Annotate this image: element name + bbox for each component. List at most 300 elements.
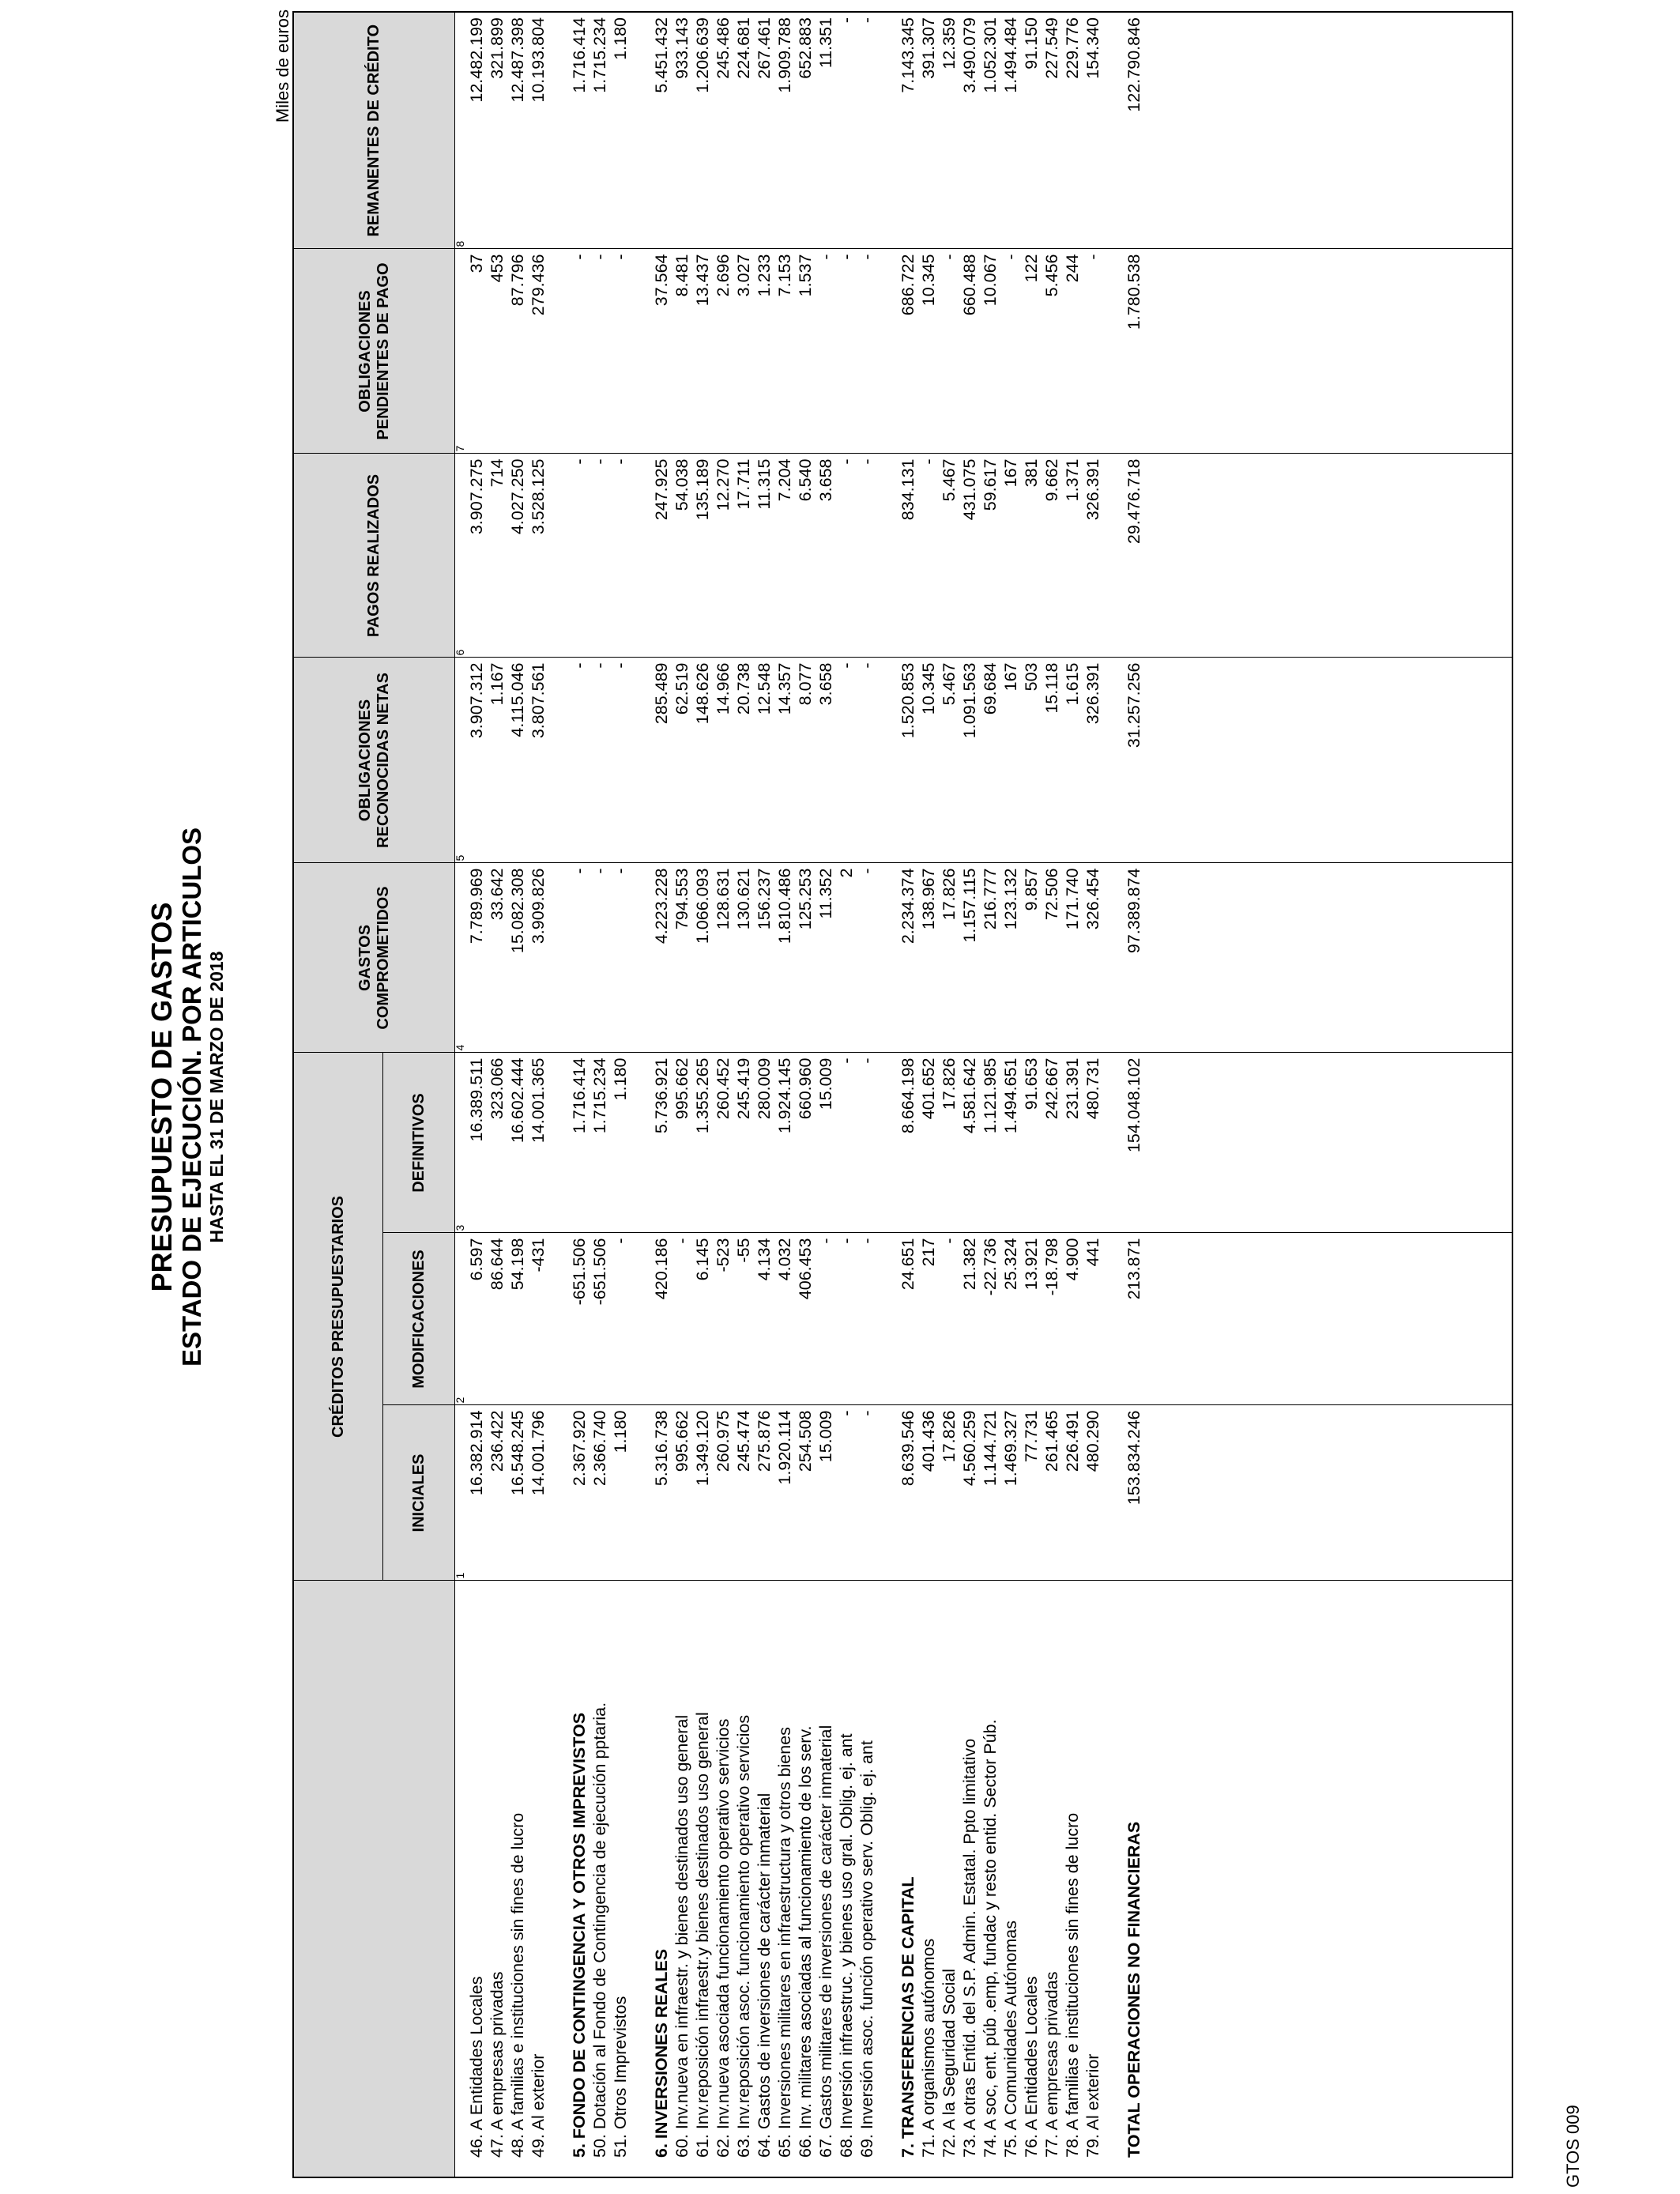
cell-value: 16.602.444 — [508, 1057, 527, 1144]
cell-value: - — [611, 868, 630, 874]
row-label: 60. Inv.nueva en infraestr. y bienes destinados uso general — [672, 1714, 691, 2158]
cell-value: 1.180 — [611, 17, 630, 60]
cell-value: 453 — [488, 254, 507, 283]
cell-value: 216.777 — [981, 868, 1000, 930]
cell-value: 135.189 — [693, 458, 712, 521]
cell-value: - — [940, 1238, 959, 1244]
cell-value: 3.528.125 — [529, 458, 548, 535]
cell-value: 1.920.114 — [775, 1410, 794, 1485]
row-label: 5. FONDO DE CONTINGENCIA Y OTROS IMPREVISTOS — [570, 1712, 589, 2158]
row-label: 49. Al exterior — [529, 2053, 548, 2158]
cell-value: -651.506 — [590, 1238, 609, 1306]
cell-value: 1.355.265 — [693, 1057, 712, 1134]
cell-value: 406.453 — [796, 1238, 815, 1300]
cell-value: 244 — [1063, 254, 1082, 283]
cell-value — [548, 459, 569, 653]
obligaciones-pendientes-header: OBLIGACIONES PENDIENTES DE PAGO — [293, 249, 455, 454]
cell-value: 130.621 — [734, 868, 753, 930]
cell-value: 97.389.874 — [1124, 868, 1143, 954]
unit-note: Miles de euros — [273, 9, 292, 123]
cell-value: 37.564 — [652, 254, 671, 307]
cell-value: 1.233 — [755, 254, 774, 297]
cell-value: 13.437 — [693, 254, 712, 307]
cell-value: 17.826 — [940, 1410, 959, 1463]
cell-value: 3.807.561 — [529, 662, 548, 739]
cell-value: - — [611, 1238, 630, 1244]
cell-value: 4.900 — [1063, 1238, 1082, 1281]
cell-value: - — [857, 1057, 876, 1064]
cell-value: - — [919, 458, 938, 465]
cell-value: 391.307 — [919, 17, 938, 79]
cell-value: -22.736 — [981, 1238, 1000, 1296]
cell-value: 8.481 — [672, 254, 691, 297]
cell-value — [548, 1058, 569, 1228]
cell-value: 267.461 — [755, 17, 774, 79]
cell-value: 4.027.250 — [508, 458, 527, 535]
cell-value: 20.738 — [734, 662, 753, 715]
gastos-comprometidos-header: GASTOS COMPROMETIDOS — [293, 863, 455, 1053]
cell-value — [877, 1238, 898, 1400]
cell-value: 1.520.853 — [898, 662, 917, 739]
cell-value: -651.506 — [570, 1238, 589, 1306]
cell-value: 138.967 — [919, 868, 938, 930]
cell-value: 156.237 — [755, 868, 774, 930]
cell-value: 14.357 — [775, 662, 794, 715]
cell-value: - — [1001, 254, 1020, 260]
cell-value: 321.899 — [488, 17, 507, 79]
cell-value: 3.658 — [816, 662, 835, 706]
cell-value: - — [940, 254, 959, 260]
cell-value: 167 — [1001, 458, 1020, 488]
cell-value — [1103, 254, 1124, 449]
cell-value: 8.077 — [796, 662, 815, 706]
cell-value — [631, 1058, 651, 1228]
cell-value — [631, 869, 651, 1048]
cell-value: 4.032 — [775, 1238, 794, 1281]
cell-value: 236.422 — [488, 1410, 507, 1472]
cell-value: 4.115.046 — [508, 662, 527, 737]
cell-value: 3.027 — [734, 254, 753, 297]
cell-value: 431.075 — [960, 458, 979, 521]
cell-value: 16.382.914 — [467, 1410, 486, 1496]
cell-value: 3.490.079 — [960, 17, 979, 93]
cell-value — [1103, 1238, 1124, 1400]
cell-value: 125.253 — [796, 868, 815, 930]
row-label: 76. A Entidades Locales — [1022, 1976, 1041, 2158]
cell-value: - — [570, 868, 589, 874]
iniciales-header: INICIALES — [383, 1405, 455, 1581]
cell-value: - — [611, 254, 630, 260]
cell-value: 6.540 — [796, 458, 815, 502]
cell-value: 6.597 — [467, 1238, 486, 1281]
cell-value: 91.150 — [1022, 17, 1041, 70]
cell-value: 8.639.546 — [898, 1410, 917, 1487]
definitivos-column — [455, 1053, 1513, 1233]
concept-column — [455, 1581, 1513, 2177]
cell-value: 148.626 — [693, 662, 712, 725]
cell-value: 933.143 — [672, 17, 691, 79]
cell-value: 245.486 — [714, 17, 733, 79]
cell-value: 10.345 — [919, 254, 938, 307]
cell-value: 231.391 — [1063, 1057, 1082, 1120]
cell-value: 1.469.327 — [1001, 1410, 1020, 1487]
cell-value — [1103, 663, 1124, 858]
cell-value: 1.715.234 — [590, 1057, 609, 1134]
row-label: 6. INVERSIONES REALES — [652, 1948, 671, 2158]
cell-value: - — [837, 17, 856, 24]
cell-value — [631, 1411, 651, 1576]
cell-value: 1.180 — [611, 1410, 630, 1453]
cell-value — [1103, 17, 1124, 244]
cell-value: 3.907.275 — [467, 458, 486, 535]
cell-value: 16.548.245 — [508, 1410, 527, 1496]
cell-value: 167 — [1001, 662, 1020, 692]
row-label: 67. Gastos militares de inversiones de carácter inmaterial — [816, 1725, 835, 2158]
cell-value: 1.537 — [796, 254, 815, 297]
cell-value: 153.834.246 — [1124, 1410, 1143, 1506]
cell-value: 326.391 — [1083, 662, 1102, 725]
cell-value: 1.715.234 — [590, 17, 609, 93]
obligaciones-reconocidas-header: OBLIGACIONES RECONOCIDAS NETAS — [293, 658, 455, 863]
cell-value: 5.736.921 — [652, 1057, 671, 1134]
cell-value: 13.921 — [1022, 1238, 1041, 1291]
cell-value: 227.549 — [1042, 17, 1061, 79]
cell-value: 1.716.414 — [570, 1057, 589, 1134]
row-label: TOTAL OPERACIONES NO FINANCIERAS — [1124, 1821, 1143, 2158]
cell-value: 62.519 — [672, 662, 691, 715]
cell-value — [877, 17, 898, 244]
footer-code: GTOS 009 — [1563, 2105, 1583, 2188]
cell-value — [548, 1238, 569, 1400]
cell-value: 5.451.432 — [652, 17, 671, 93]
cell-value: 1.052.301 — [981, 17, 1000, 93]
cell-value: 77.731 — [1022, 1410, 1041, 1463]
cell-value: 1.716.414 — [570, 17, 589, 93]
cell-value — [548, 869, 569, 1048]
cell-value: 87.796 — [508, 254, 527, 307]
cell-value — [1103, 1411, 1124, 1576]
cell-value: 1.810.486 — [775, 868, 794, 944]
spacer-row — [1103, 1586, 1124, 2158]
cell-value: 1.780.538 — [1124, 254, 1143, 330]
cell-value: 420.186 — [652, 1238, 671, 1300]
cell-value: 24.651 — [898, 1238, 917, 1291]
concept-header — [293, 1581, 455, 2177]
cell-value: 1.066.093 — [693, 868, 712, 944]
cell-value — [877, 663, 898, 858]
creditos-group-header: CRÉDITOS PRESUPUESTARIOS — [293, 1053, 383, 1581]
cell-value: 8.664.198 — [898, 1057, 917, 1134]
cell-value: 14.966 — [714, 662, 733, 715]
cell-value: 29.476.718 — [1124, 458, 1143, 545]
spacer-row — [631, 1586, 651, 2158]
cell-value: 326.391 — [1083, 458, 1102, 521]
cell-value: - — [672, 1238, 691, 1244]
cell-value: 1.924.145 — [775, 1057, 794, 1134]
row-label: 73. A otras Entid. del S.P. Admin. Estatal. Ppto limitativo — [960, 1738, 979, 2158]
cell-value: 54.198 — [508, 1238, 527, 1291]
column-number: 4 — [454, 1044, 466, 1051]
cell-value: 4.560.259 — [960, 1410, 979, 1487]
row-label: 51. Otros Imprevistos — [611, 1996, 630, 2158]
cell-value: 25.324 — [1001, 1238, 1020, 1291]
cell-value: - — [590, 458, 609, 465]
cell-value: 14.001.796 — [529, 1410, 548, 1496]
cell-value: 714 — [488, 458, 507, 488]
cell-value: 660.960 — [796, 1057, 815, 1120]
cell-value: 3.907.312 — [467, 662, 486, 739]
cell-value: - — [837, 1057, 856, 1064]
row-label: 71. A organismos autónomos — [919, 1938, 938, 2158]
row-label: 48. A familias e instituciones sin fines de lucro — [508, 1812, 527, 2158]
cell-value: 15.118 — [1042, 662, 1061, 714]
cell-value: 4.581.642 — [960, 1057, 979, 1134]
cell-value: 16.389.511 — [467, 1057, 486, 1142]
cell-value: 1.180 — [611, 1057, 630, 1101]
cell-value — [877, 1058, 898, 1228]
row-label: 61. Inv.reposición infraestr.y bienes destinados uso general — [693, 1712, 712, 2158]
cell-value: 17.711 — [734, 458, 753, 510]
column-number: 3 — [454, 1224, 466, 1231]
cell-value: 995.662 — [672, 1410, 691, 1472]
cell-value: 480.731 — [1083, 1057, 1102, 1120]
column-number: 7 — [454, 445, 466, 452]
cell-value: 1.615 — [1063, 662, 1082, 706]
cell-value — [548, 17, 569, 244]
cell-value: -523 — [714, 1238, 733, 1272]
cell-value: - — [590, 254, 609, 260]
cell-value: - — [837, 662, 856, 669]
cell-value: 12.270 — [714, 458, 733, 511]
cell-value — [1103, 459, 1124, 653]
cell-value — [548, 663, 569, 858]
cell-value: - — [857, 17, 876, 24]
obligaciones-reconocidas-column — [455, 658, 1513, 863]
cell-value — [877, 254, 898, 449]
cell-value: 5.467 — [940, 662, 959, 706]
cell-value: 12.359 — [940, 17, 959, 70]
column-number: 2 — [454, 1397, 466, 1404]
title-block — [146, 0, 227, 2194]
cell-value: 31.257.256 — [1124, 662, 1143, 748]
cell-value: - — [816, 254, 835, 260]
cell-value: 2.234.374 — [898, 868, 917, 944]
cell-value: 1.371 — [1063, 458, 1082, 502]
remanentes-header: REMANENTES DE CRÉDITO — [293, 12, 455, 249]
cell-value: 1.144.721 — [981, 1410, 1000, 1487]
column-number: 8 — [454, 240, 466, 247]
cell-value: 1.157.115 — [960, 868, 979, 943]
cell-value — [877, 459, 898, 653]
cell-value: 3.909.826 — [529, 868, 548, 944]
row-label: 64. Gastos de inversiones de carácter inmaterial — [755, 1793, 774, 2158]
cell-value: 33.642 — [488, 868, 507, 921]
cell-value: - — [857, 1410, 876, 1416]
cell-value: 1.494.484 — [1001, 17, 1020, 93]
row-label: 78. A familias e instituciones sin fines de lucro — [1063, 1812, 1082, 2158]
cell-value: 72.506 — [1042, 868, 1061, 921]
row-label: 79. Al exterior — [1083, 2053, 1102, 2158]
column-number: 6 — [454, 649, 466, 656]
cell-value: 11.315 — [755, 458, 774, 510]
cell-value: 9.662 — [1042, 458, 1061, 502]
cell-value: 123.132 — [1001, 868, 1020, 930]
cell-value: 224.681 — [734, 17, 753, 79]
cell-value: -18.798 — [1042, 1238, 1061, 1296]
cell-value: 995.662 — [672, 1057, 691, 1120]
cell-value: - — [857, 868, 876, 874]
cell-value: - — [857, 1238, 876, 1244]
cell-value: 401.652 — [919, 1057, 938, 1120]
cell-value: 15.009 — [816, 1410, 835, 1463]
row-label: 74. A soc, ent. púb .emp, fundac y resto entid. Sector Púb. — [981, 1719, 1000, 2158]
cell-value: 660.488 — [960, 254, 979, 316]
row-label: 65. Inversiones militares en infraestructura y otros bienes — [775, 1727, 794, 2158]
definitivos-header: DEFINITIVOS — [383, 1053, 455, 1233]
cell-value — [548, 254, 569, 449]
cell-value — [877, 1411, 898, 1576]
cell-value: - — [837, 1238, 856, 1244]
gastos-comprometidos-column — [455, 863, 1513, 1053]
cell-value: 11.352 — [816, 868, 835, 919]
cell-value: 12.548 — [755, 662, 774, 715]
cell-value: 1.091.563 — [960, 662, 979, 739]
cell-value: 247.925 — [652, 458, 671, 521]
cell-value: - — [1083, 254, 1102, 260]
obligaciones-pendientes-column — [455, 249, 1513, 454]
cell-value: 1.121.985 — [981, 1057, 1000, 1134]
cell-value: - — [857, 254, 876, 260]
cell-value: 5.467 — [940, 458, 959, 502]
cell-value: 69.684 — [981, 662, 1000, 715]
row-label: 46. A Entidades Locales — [467, 1976, 486, 2158]
report-period: HASTA EL 31 DE MARZO DE 2018 — [206, 951, 227, 1243]
cell-value: 326.454 — [1083, 868, 1102, 930]
cell-value: 1.494.651 — [1001, 1057, 1020, 1134]
cell-value: 401.436 — [919, 1410, 938, 1472]
cell-value: - — [837, 254, 856, 260]
cell-value — [1103, 1058, 1124, 1228]
cell-value — [631, 1238, 651, 1400]
cell-value: 441 — [1083, 1238, 1102, 1267]
cell-value — [631, 663, 651, 858]
cell-value: - — [611, 458, 630, 465]
cell-value — [631, 17, 651, 244]
cell-value: 10.193.804 — [529, 17, 548, 103]
cell-value: 686.722 — [898, 254, 917, 316]
cell-value: 285.489 — [652, 662, 671, 725]
cell-value: 5.316.738 — [652, 1410, 671, 1487]
row-label: 7. TRANSFERENCIAS DE CAPITAL — [898, 1876, 917, 2158]
cell-value: 154.048.102 — [1124, 1057, 1143, 1153]
cell-value: 279.436 — [529, 254, 548, 316]
cell-value: 503 — [1022, 662, 1041, 692]
cell-value: 15.082.308 — [508, 868, 527, 954]
cell-value: 7.143.345 — [898, 17, 917, 93]
cell-value: 86.644 — [488, 1238, 507, 1291]
row-label: 66. Inv. militares asociadas al funcionamiento de los serv. — [796, 1725, 815, 2158]
cell-value: 229.776 — [1063, 17, 1082, 79]
iniciales-column — [455, 1405, 1513, 1581]
cell-value: 261.465 — [1042, 1410, 1061, 1472]
cell-value: - — [816, 1238, 835, 1244]
cell-value: 381 — [1022, 458, 1041, 488]
cell-value: 54.038 — [672, 458, 691, 511]
cell-value: 242.667 — [1042, 1057, 1061, 1120]
row-label: 75. A Comunidades Autónomas — [1001, 1920, 1020, 2158]
report-title: PRESUPUESTO DE GASTOS — [145, 902, 178, 1292]
cell-value: 7.789.969 — [467, 868, 486, 944]
cell-value: - — [590, 662, 609, 669]
spacer-row — [877, 1586, 898, 2158]
cell-value: 1.909.788 — [775, 17, 794, 93]
cell-value: 5.456 — [1042, 254, 1061, 297]
cell-value: - — [857, 458, 876, 465]
cell-value: - — [570, 458, 589, 465]
cell-value: - — [570, 662, 589, 669]
cell-value: 834.131 — [898, 458, 917, 521]
cell-value: - — [570, 254, 589, 260]
cell-value: 794.553 — [672, 868, 691, 930]
cell-value: 245.474 — [734, 1410, 753, 1472]
cell-value: 652.883 — [796, 17, 815, 79]
cell-value: 122.790.846 — [1124, 17, 1143, 112]
cell-value: 245.419 — [734, 1057, 753, 1120]
row-label: 62. Inv.nueva asociada funcionamiento operativo servicios — [714, 1718, 733, 2158]
cell-value: 7.204 — [775, 458, 794, 502]
cell-value: 154.340 — [1083, 17, 1102, 79]
cell-value: - — [837, 458, 856, 465]
cell-value: 7.153 — [775, 254, 794, 297]
cell-value: 217 — [919, 1238, 938, 1267]
cell-value: 3.658 — [816, 458, 835, 502]
cell-value: 260.975 — [714, 1410, 733, 1472]
cell-value — [877, 869, 898, 1048]
cell-value: 254.508 — [796, 1410, 815, 1472]
cell-value: 122 — [1022, 254, 1041, 283]
row-label: 77. A empresas privadas — [1042, 1971, 1061, 2158]
spacer-row — [548, 1586, 569, 2158]
cell-value: - — [857, 662, 876, 669]
cell-value: - — [590, 868, 609, 874]
row-label: 47. A empresas privadas — [488, 1971, 507, 2158]
modificaciones-header: MODIFICACIONES — [383, 1233, 455, 1405]
column-number: 1 — [454, 1572, 466, 1579]
cell-value: 1.349.120 — [693, 1410, 712, 1487]
cell-value: 91.653 — [1022, 1057, 1041, 1110]
cell-value: 10.345 — [919, 662, 938, 715]
column-number: 5 — [454, 854, 466, 861]
cell-value: 280.009 — [755, 1057, 774, 1120]
cell-value: 2.367.920 — [570, 1410, 589, 1487]
cell-value: 2.366.740 — [590, 1410, 609, 1487]
report-subtitle: ESTADO DE EJECUCIÓN. POR ARTICULOS — [177, 827, 206, 1367]
cell-value: 171.740 — [1063, 868, 1082, 930]
cell-value: 17.826 — [940, 1057, 959, 1110]
cell-value: 15.009 — [816, 1057, 835, 1110]
row-label: 69. Inversión asoc. función operativo serv. Oblig. ej. ant — [857, 1740, 876, 2158]
cell-value: -431 — [529, 1238, 548, 1272]
cell-value — [1103, 869, 1124, 1048]
cell-value: 128.631 — [714, 868, 733, 930]
pagos-realizados-header: PAGOS REALIZADOS — [293, 454, 455, 658]
cell-value: 14.001.365 — [529, 1057, 548, 1144]
cell-value: - — [837, 1410, 856, 1416]
cell-value: 2.696 — [714, 254, 733, 297]
cell-value: 4.223.228 — [652, 868, 671, 944]
cell-value — [631, 459, 651, 653]
cell-value: 260.452 — [714, 1057, 733, 1120]
